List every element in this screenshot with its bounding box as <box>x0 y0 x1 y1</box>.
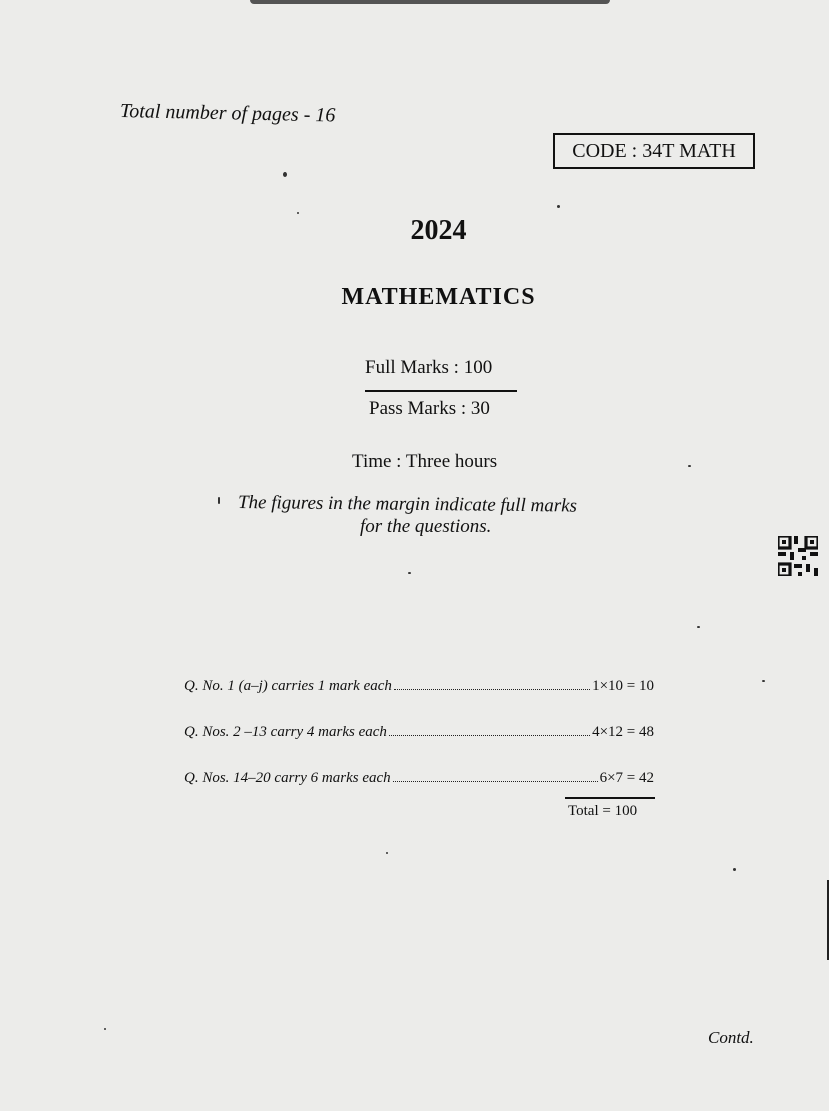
full-marks: Full Marks : 100 <box>365 357 493 378</box>
scan-speck <box>688 465 691 467</box>
distribution-value: 1×10 = 10 <box>592 678 654 694</box>
marks-distribution-row <box>184 770 654 792</box>
qr-code-icon <box>778 536 818 576</box>
instruction-line-1: The figures in the margin indicate full marks <box>237 492 578 517</box>
exam-time: Time : Three hours <box>352 451 498 472</box>
scan-speck <box>762 680 765 682</box>
paper-code: CODE : 34T MATH <box>572 139 736 162</box>
scan-speck <box>218 497 220 504</box>
leader-dots <box>389 735 590 736</box>
marks-distribution-row <box>184 724 654 746</box>
subject-title: MATHEMATICS <box>341 284 536 310</box>
distribution-value: 4×12 = 48 <box>592 724 654 740</box>
paper-code-box <box>553 133 755 169</box>
marks-distribution-row <box>184 678 654 700</box>
scan-speck <box>697 626 700 628</box>
total-divider <box>565 797 655 799</box>
pass-marks: Pass Marks : 30 <box>369 398 490 419</box>
exam-year: 2024 <box>410 215 467 246</box>
total-pages-label: Total number of pages - 16 <box>119 100 336 127</box>
scan-speck <box>104 1028 106 1030</box>
instruction-line-2: for the questions. <box>360 516 492 537</box>
distribution-question: Q. Nos. 2 –13 carry 4 marks each <box>184 724 387 740</box>
distribution-question: Q. Nos. 14–20 carry 6 marks each <box>184 770 391 786</box>
leader-dots <box>394 689 590 690</box>
scan-speck <box>733 868 736 871</box>
scan-top-shadow <box>250 0 610 4</box>
distribution-value: 6×7 = 42 <box>599 770 654 786</box>
scan-speck <box>386 852 388 854</box>
distribution-question: Q. No. 1 (a–j) carries 1 mark each <box>184 678 392 694</box>
continued-label: Contd. <box>708 1028 754 1047</box>
scan-speck <box>297 212 299 214</box>
scan-speck <box>283 172 287 177</box>
leader-dots <box>393 781 598 782</box>
total-marks: Total = 100 <box>568 803 638 819</box>
scan-speck <box>557 205 560 208</box>
marks-divider <box>365 390 517 392</box>
scan-speck <box>408 572 411 574</box>
